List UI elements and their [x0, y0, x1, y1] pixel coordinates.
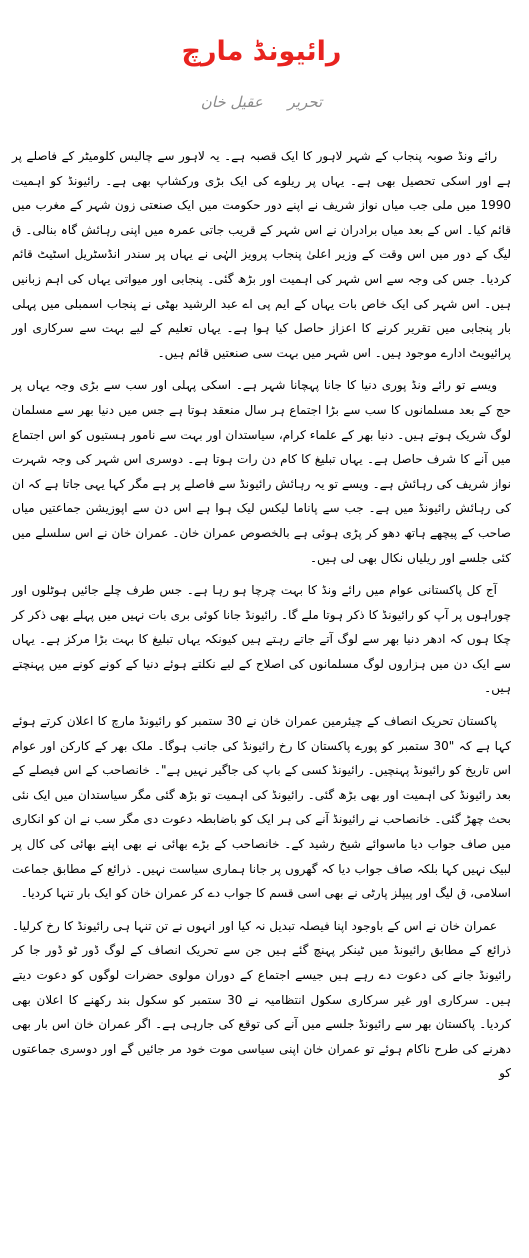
paragraph: آج کل پاکستانی عوام میں رائے ونڈ کا بہت چرچا ہو رہا ہے۔ جس طرف چلے جائیں ہوٹلوں اور چوراہوں پر آپ کو رائیونڈ کا ذکر ہوتا ملے گا۔ رائیونڈ جانا کوئی بری بات نہیں میں پہلے بھی ذکر کر چکا ہوں کہ ادھر دنیا بھر سے لوگ آتے جاتے رہتے ہیں کیونکہ یہاں تبلیغ کا بہت بڑا مرکز ہے۔ یہاں سے ایک دن میں ہزاروں لوگ مسلمانوں کی اصلاح کے لیے نکلتے ہوئے دنیا کے کونے کونے میں پہنچتے ہیں۔ [12, 583, 511, 696]
byline [12, 92, 511, 144]
paragraph: عمران خان نے اس کے باوجود اپنا فیصلہ تبدیل نہ کیا اور انہوں نے تن تنہا ہی رائیونڈ کا رخ کرلیا۔ ذرائع کے مطابق رائیونڈ میں ٹینکر پہنچ گئے ہیں جن سے تحریک انصاف کے لوگ ڈور ٹو ڈور جا کر رائیونڈ جانے کی دعوت دے رہے ہیں جیسے اجتماع کے دوران مولوی حضرات لوگوں کو دعوت دیتے ہیں۔ سرکاری اور غیر سرکاری سکول انتظامیہ نے 30 ستمبر کو سکول بند رکھنے کا اعلان بھی کردیا۔ پاکستان بھر سے رائیونڈ جلسے میں آنے کی توقع کی جارہی ہے۔ اگر عمران خان اس بار بھی دھرنے کی طرح ناکام ہوئے تو عمران خان اپنی سیاسی موت خود مر جائیں گے اور دوسری جماعتوں کو [12, 918, 511, 1081]
byline-prefix: تحریر [287, 93, 323, 111]
paragraph: پاکستان تحریک انصاف کے چیئرمین عمران خان نے 30 ستمبر کو رائیونڈ مارچ کا اعلان کرتے ہوئے کہا ہے کہ "30 ستمبر کو پورے پاکستان کا رخ رائیونڈ کی جانب ہوگا۔ ملک بھر کے کارکن اور عوام اس تاریخ کو رائیونڈ پہنچیں۔ رائیونڈ کسی کے باپ کی جاگیر نہیں ہے"۔ خانصاحب کے اس فیصلے کے بعد رائیونڈ کی اہمیت اور بھی بڑھ گئی۔ رائیونڈ کی اہمیت تو بڑھ گئی مگر سیاستدان میں ایک نئی بحث چھڑ گئی۔ خانصاحب نے رائیونڈ آنے کی ہر ایک کو باضابطہ دعوت دی مگر سب نے ان کو انکاری میں صاف جواب دیا ماسوائے شیخ رشید کے۔ خانصاحب کے بڑے بھائی نے بھی اپنے بھائی کی کال پر لبیک نہیں کہا بلکہ صاف جواب دیا کہ گھروں پر جانا ہماری سیاست نہیں۔ ذرائع کے مطابق جماعت اسلامی، ق لیگ اور پیپلز پارٹی نے بھی اسی قسم کا جواب دے کر عمران خان کو ایک بار تنہا کردیا۔ [12, 714, 511, 901]
article-title: رائیونڈ مارچ [181, 36, 342, 67]
paragraph: رائے ونڈ صوبہ پنجاب کے شہر لاہور کا ایک قصبہ ہے۔ یہ لاہور سے چالیس کلومیٹر کے فاصلے پر ہے اور اسکی تحصیل بھی ہے۔ یہاں پر ریلوے کی ایک بڑی ورکشاپ بھی ہے۔ رائیونڈ کو اہمیت 1990 میں ملی جب میاں نواز شریف نے اپنے دور حکومت میں ایک صنعتی زون شہر کے مغرب میں قائم کیا۔ اس کے بعد میاں برادران نے اس شہر کے قریب جاتی عمرہ میں اپنی رہائش گاہ بنالی۔ ق لیگ کے دور میں اس وقت کے وزیر اعلیٰ پنجاب پرویز الہٰی نے یہاں پر سندر انڈسٹریل اسٹیٹ قائم کردیا۔ جس کی وجہ سے اس شہر کی اہمیت اور بڑھ گئی۔ پنجابی اور میواتی یہاں کی اہم زبانیں ہیں۔ اس شہر کی ایک خاص بات یہاں کے ایم پی اے عبد الرشید بھٹی نے پنجاب اسمبلی میں پہلی بار پنجابی میں تقریر کرنے کا اعزاز حاصل کیا ہوا ہے۔ یہاں تعلیم کے لیے بہت سے سرکاری اور پرائیویٹ ادارے موجود ہیں۔ اس شہر میں بہت سی صنعتیں قائم ہیں۔ [12, 149, 511, 360]
byline-author: عقیل خان [200, 93, 263, 111]
article-body [12, 144, 511, 1086]
paragraph: ویسے تو رائے ونڈ پوری دنیا کا جانا پہچانا شہر ہے۔ اسکی پہلی اور سب سے بڑی وجہ یہاں پر حج کے بعد مسلمانوں کا سب سے بڑا اجتماع ہر سال منعقد ہوتا ہے جس میں دنیا بھر سے مسلمان لوگ شریک ہوتے ہیں۔ دنیا بھر کے علماء کرام، سیاستدان اور بہت سے نامور ہستیوں کو اس اجتماع میں آنے کا شرف حاصل ہے۔ یہاں تبلیغ کا کام دن رات ہوتا ہے۔ دوسری اس شہر کی وجہ شہرت نواز شریف کی رہائش ہے۔ ویسے تو یہ رہائش رائیونڈ سے فاصلے پر ہے مگر کہا یہی جاتا ہے کہ ان کی رہائش رائیونڈ میں ہے۔ جب سے پاناما لیکس لیک ہوا ہے اس دن سے اپوزیشن جماعتیں میاں صاحب کے پیچھے ہاتھ دھو کر پڑی ہوئی ہے بالخصوص عمران خان۔ عمران خان نے اس سلسلے میں کئی جلسے اور ریلیاں نکال بھی لی ہیں۔ [12, 378, 511, 565]
